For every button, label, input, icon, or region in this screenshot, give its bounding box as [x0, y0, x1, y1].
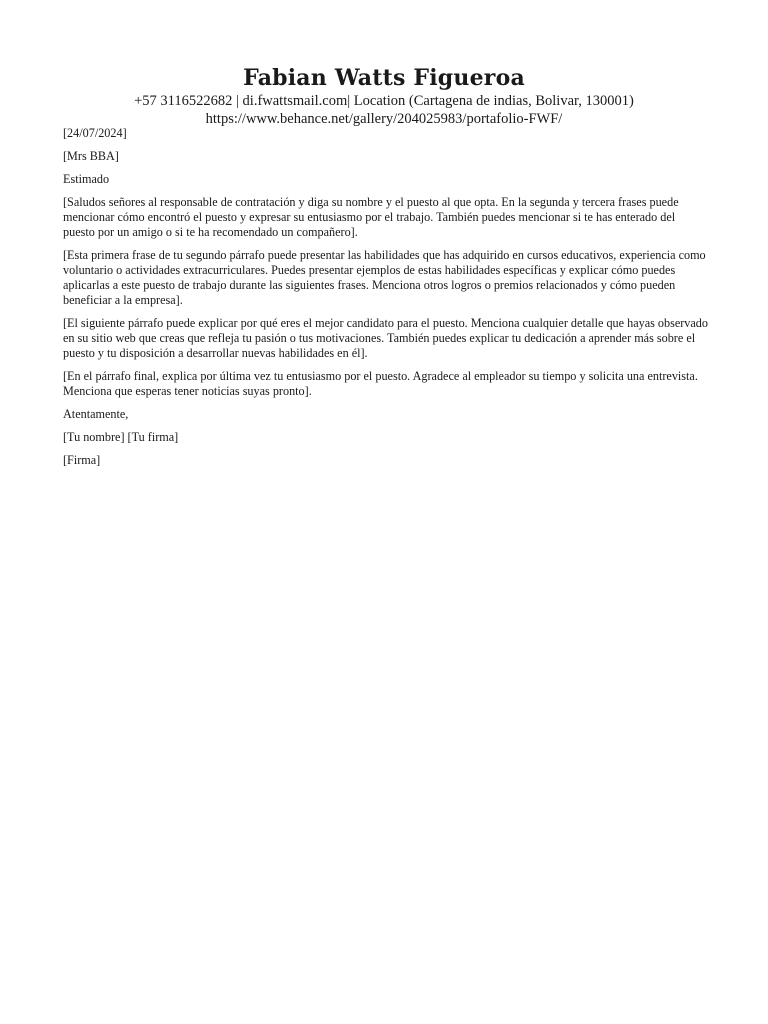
signature: [Firma] [63, 453, 101, 467]
body-paragraph-2: [Esta primera frase de tu segundo párrafo puede presentar las habilidades que has adquirido en cursos educativos, experiencia como voluntario o actividades extracurriculares. Puedes presentar ejemplos de estas habilidades específicas y explicar cómo puedes aplicarlas a este puesto de trabajo durante las siguientes frases. Menciona otros logros o premios relacionados y cómo pueden beneficiar a la empresa]. [63, 248, 706, 307]
signature-name: [Tu nombre] [Tu firma] [63, 430, 179, 444]
sender-name: Fabian Watts Figueroa [243, 65, 525, 91]
letter-body [63, 126, 708, 476]
letter-closing: Atentamente, [63, 407, 129, 421]
body-paragraph-3: [El siguiente párrafo puede explicar por qué eres el mejor candidato para el puesto. Menciona cualquier detalle que hayas observado en su sitio web que creas que refleja tu pasión o tus motivaciones. También puedes explicar tu dedicación a aprender más sobre el puesto y tu disposición a desarrollar nuevas habilidades en él]. [63, 316, 708, 360]
contact-line: +57 3116522682 | di.fwattsmail.com| Location (Cartagena de indias, Bolivar, 130001) [134, 93, 634, 109]
letter-date: [24/07/2024] [63, 126, 127, 140]
letter-recipient: [Mrs BBA] [63, 149, 119, 163]
portfolio-url: https://www.behance.net/gallery/204025983/portafolio-FWF/ [205, 111, 563, 127]
body-paragraph-4: [En el párrafo final, explica por última vez tu entusiasmo por el puesto. Agradece al empleador su tiempo y solicita una entrevista. Menciona que esperas tener noticias suyas pronto]. [63, 369, 698, 398]
letter-header [0, 64, 768, 128]
letter-salutation: Estimado [63, 172, 110, 186]
body-paragraph-1: [Saludos señores al responsable de contratación y diga su nombre y el puesto al que opta. En la segunda y tercera frases puede mencionar cómo encontró el puesto y expresar su entusiasmo por el trabajo. También puedes mencionar si te has enterado del puesto por un amigo o si te ha recomendado un compañero]. [63, 195, 679, 239]
